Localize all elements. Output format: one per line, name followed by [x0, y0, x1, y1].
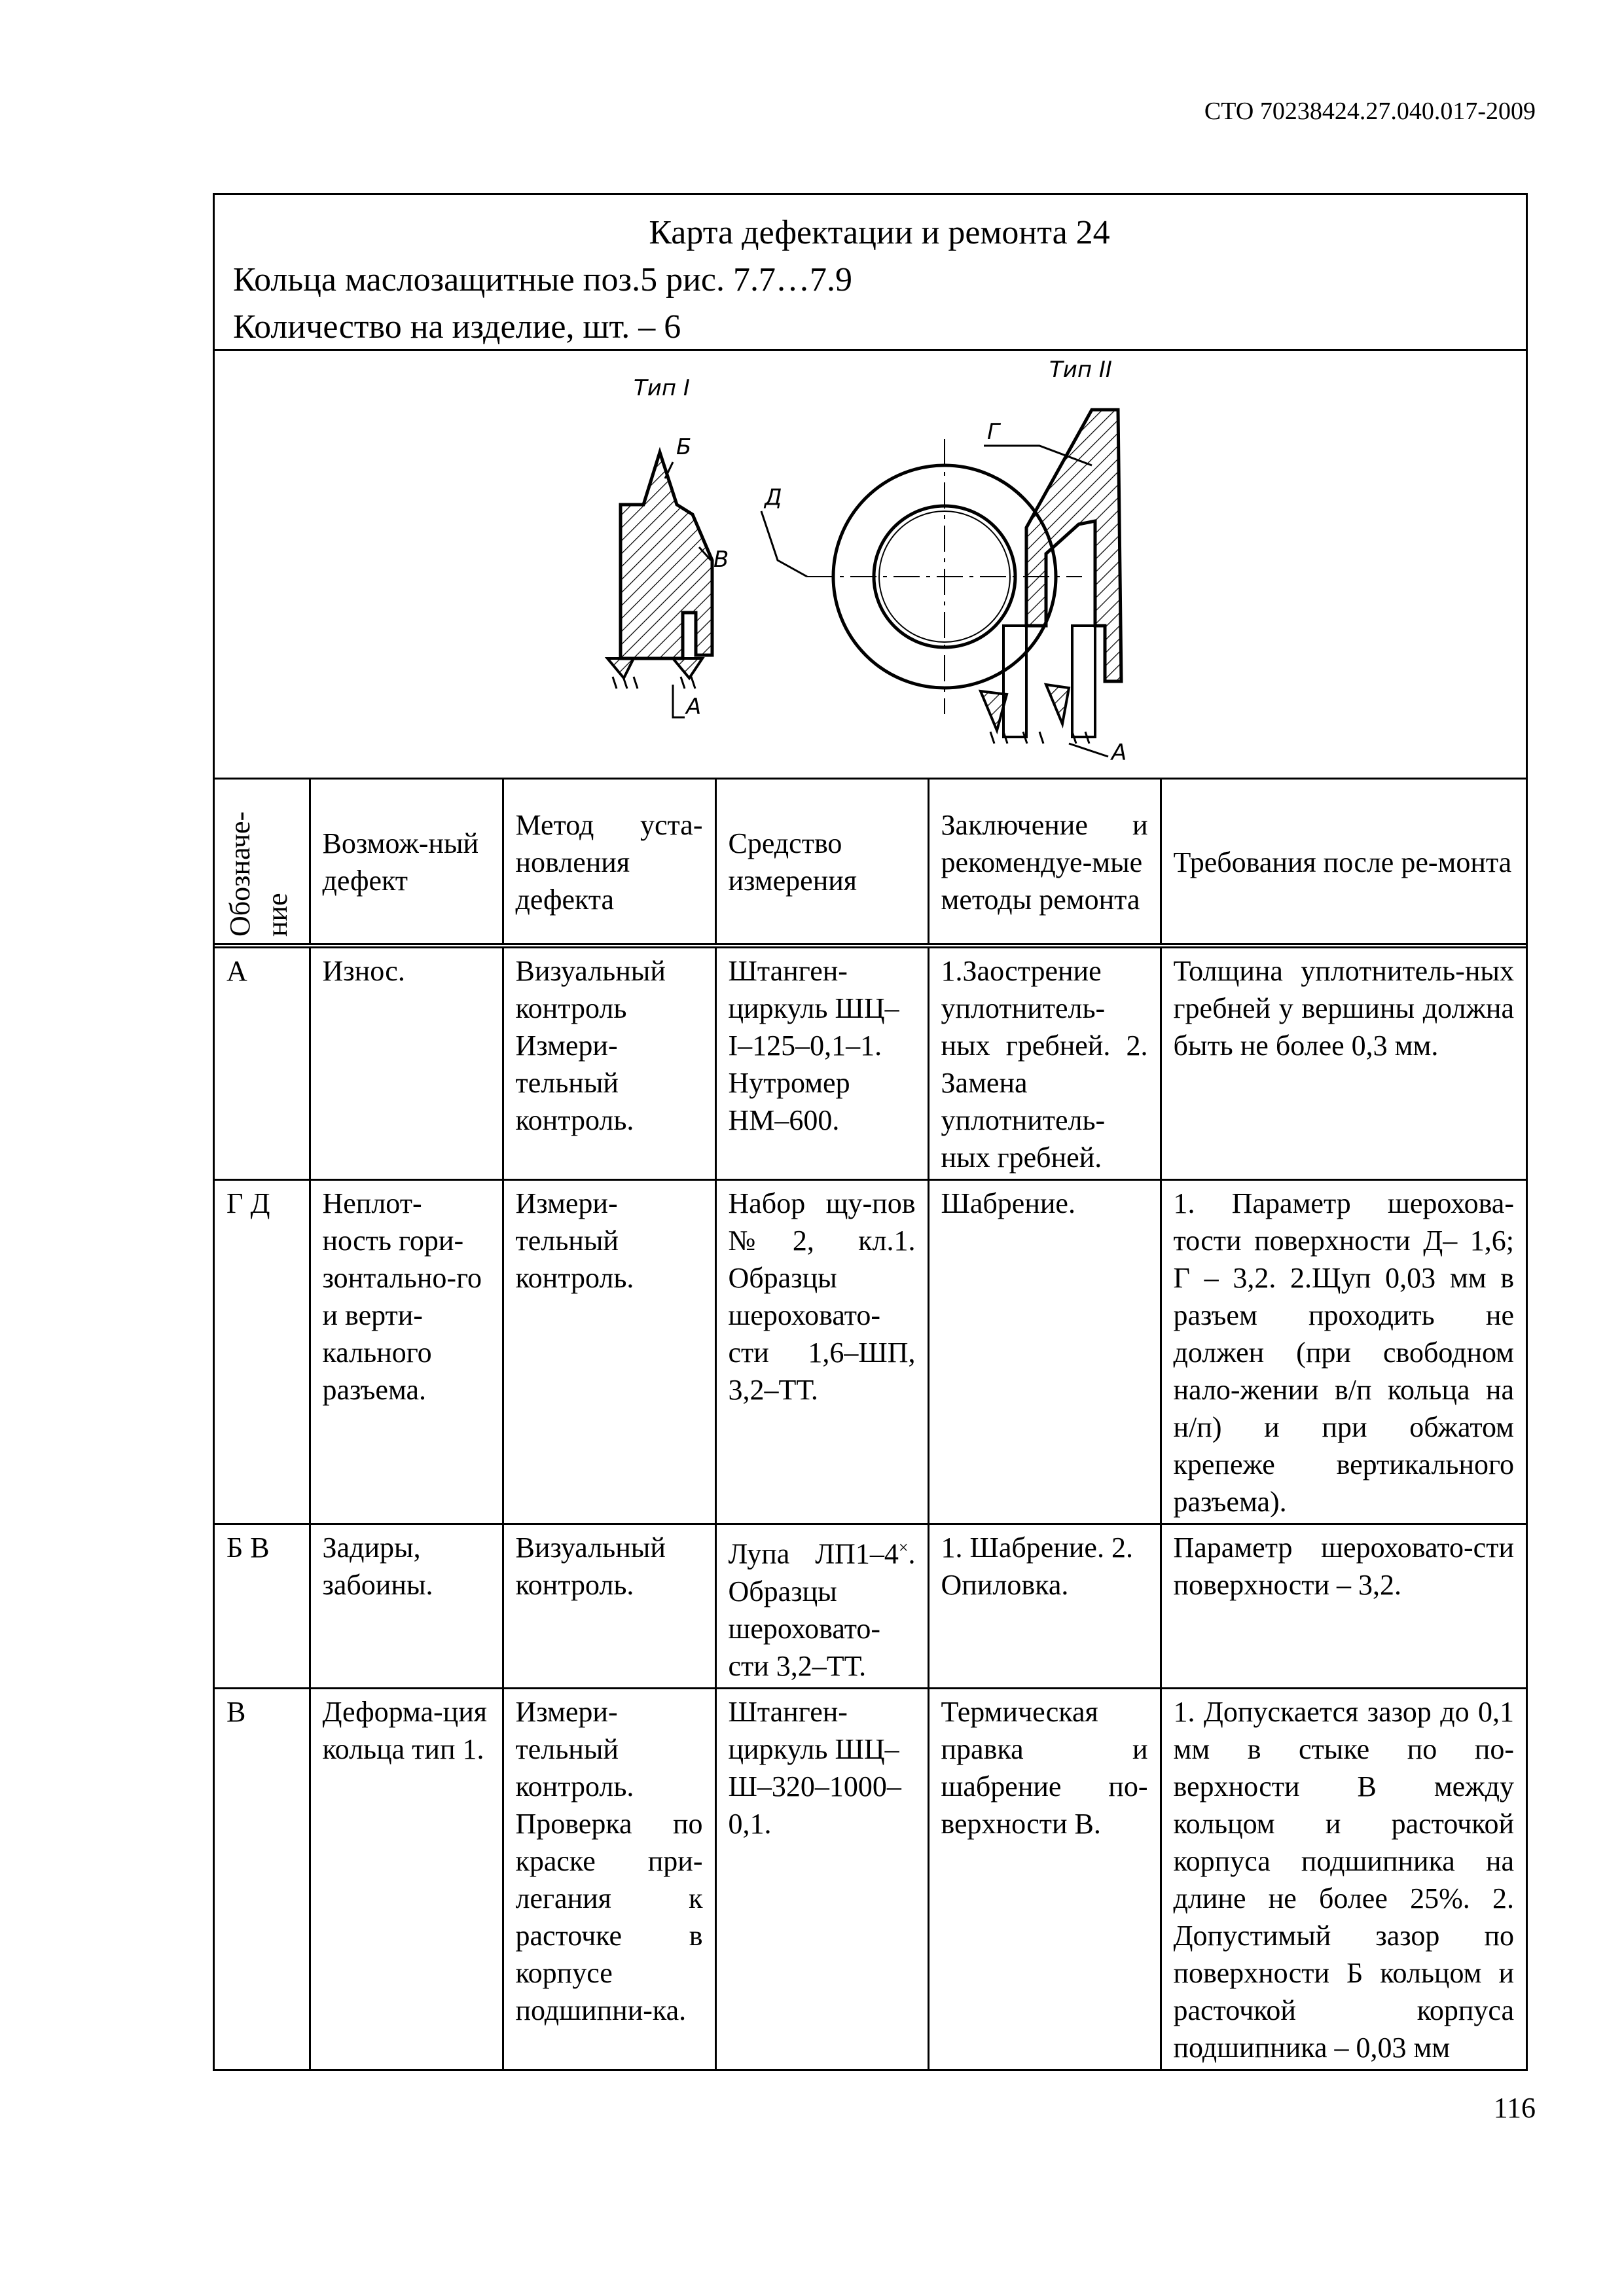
leader-d — [761, 511, 807, 577]
card-quantity: Количество на изделие, шт. – 6 — [233, 308, 681, 346]
header-designation: Обозначе-ние — [215, 780, 310, 946]
row1-tool: Штанген-циркуль ШЦ–I–125–0,1–1. Нутромер НМ–600. — [715, 946, 928, 1180]
document-code: СТО 70238424.27.040.017-2009 — [1204, 98, 1536, 125]
leader-a1 — [673, 685, 685, 717]
type2-label: Тип II — [1049, 357, 1112, 383]
page-number: 116 — [1493, 2092, 1536, 2124]
row2-repair: Шабрение. — [928, 1180, 1161, 1524]
row3-repair: 1. Шабрение. 2. Опиловка. — [928, 1524, 1161, 1689]
card-title: Карта дефектации и ремонта 24 — [649, 214, 1110, 251]
drawing-svg — [215, 351, 1526, 778]
row3-requirements: Параметр шероховато-сти поверхности – 3,2. — [1161, 1524, 1526, 1689]
header-tool: Средство измерения — [715, 780, 928, 946]
table-header-row — [215, 780, 1526, 946]
row3-defect: Задиры, забоины. — [310, 1524, 503, 1689]
row2-requirements: 1. Параметр шерохова-тости поверхности Д– 1,6; Г – 3,2. 2.Щуп 0,03 мм в разъем проходить не должен (при свободном нало-жении в/п кольца на н/п) и при обжатом крепеже вертикального разъема). — [1161, 1180, 1526, 1524]
header-requirements: Требования после ре-монта — [1161, 780, 1526, 946]
mark-v: В — [713, 547, 729, 573]
part-drawing — [215, 351, 1526, 780]
table-row — [215, 1180, 1526, 1524]
row2-tool: Набор щу-пов №2, кл.1. Образцы шероховато-сти 1,6–ШП, 3,2–ТТ. — [715, 1180, 928, 1524]
row2-method: Измери-тельный контроль. — [503, 1180, 715, 1524]
defect-card — [213, 193, 1528, 2071]
row4-method: Измери-тельный контроль. Проверка по краске при-легания к расточке в корпусе подшипни-ка. — [503, 1688, 715, 2070]
table-row — [215, 946, 1526, 1180]
mark-a1: А — [686, 694, 702, 720]
leader-a2 — [1069, 744, 1108, 757]
row3-tool: Лупа ЛП1–4×. Образцы шероховато-сти 3,2–ТТ. — [715, 1524, 928, 1689]
type1-section — [607, 452, 712, 689]
header-repair: Заключение и рекомендуе-мые методы ремонта — [928, 780, 1161, 946]
mark-b: Б — [676, 434, 692, 460]
card-part-name: Кольца маслозащитные поз.5 рис. 7.7…7.9 — [233, 261, 852, 298]
mark-d: Д — [765, 484, 782, 511]
row3-method: Визуальный контроль. — [503, 1524, 715, 1689]
row1-requirements: Толщина уплотнитель-ных гребней у вершины должна быть не более 0,3 мм. — [1161, 946, 1526, 1180]
mark-g: Г — [987, 419, 1000, 445]
mark-a2: А — [1111, 740, 1127, 766]
row1-method: Визуальный контроль Измери-тельный контроль. — [503, 946, 715, 1180]
row4-repair: Термическая правка и шабрение по-верхности В. — [928, 1688, 1161, 2070]
header-defect: Возмож-ный дефект — [310, 780, 503, 946]
table-row — [215, 1524, 1526, 1689]
row4-designation: В — [215, 1688, 310, 2070]
row1-designation: А — [215, 946, 310, 1180]
table-row — [215, 1688, 1526, 2070]
header-method: Метод уста-новления дефекта — [503, 780, 715, 946]
type1-label: Тип I — [634, 375, 690, 401]
row1-defect: Износ. — [310, 946, 503, 1180]
row1-repair: 1.Заострение уплотнитель-ных гребней. 2. Замена уплотнитель-ных гребней. — [928, 946, 1161, 1180]
defect-table — [215, 780, 1526, 2071]
row4-requirements: 1. Допускается зазор до 0,1 мм в стыке по по-верхности В между кольцом и расточкой корпуса подшипника на длине не более 25%. 2. Допустимый зазор по поверхности Б кольцом и расточкой корпуса подшипника – 0,03 мм — [1161, 1688, 1526, 2070]
row4-tool: Штанген-циркуль ШЦ–Ш–320–1000–0,1. — [715, 1688, 928, 2070]
row3-designation: Б В — [215, 1524, 310, 1689]
row4-defect: Деформа-ция кольца тип 1. — [310, 1688, 503, 2070]
card-title-block — [215, 195, 1526, 351]
row2-defect: Неплот-ность гори-зонтально-го и верти-кального разъема. — [310, 1180, 503, 1524]
row2-designation: Г Д — [215, 1180, 310, 1524]
